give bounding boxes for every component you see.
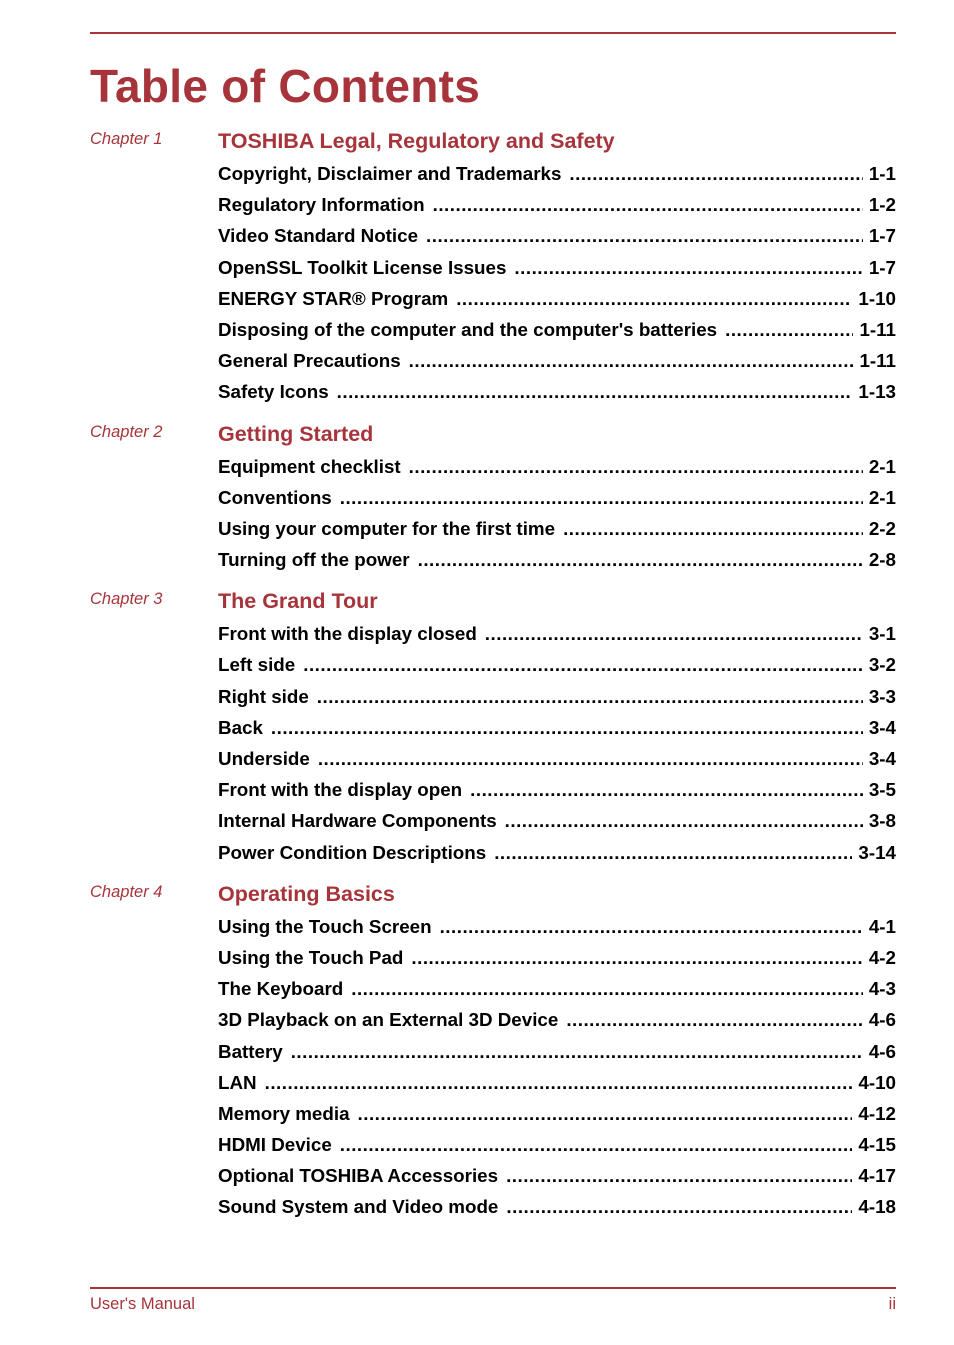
dot-leader <box>265 1067 853 1098</box>
toc-entry[interactable] <box>218 1129 896 1160</box>
dot-leader <box>426 220 863 251</box>
dot-leader <box>291 1036 863 1067</box>
toc-entry[interactable] <box>218 805 896 836</box>
toc-entry-title: LAN <box>218 1071 257 1093</box>
toc-entry-title: The Keyboard <box>218 978 344 1000</box>
chapter-entries <box>218 618 896 868</box>
toc-entry-page-number: 4-6 <box>868 1009 896 1031</box>
toc-entry[interactable] <box>218 618 896 649</box>
dot-leader <box>358 1098 853 1129</box>
dot-leader <box>318 743 863 774</box>
toc-entry-title: Right side <box>218 685 309 707</box>
toc-entry-page-number: 3-14 <box>858 841 896 863</box>
chapter-title-link[interactable]: Getting Started <box>218 421 374 446</box>
toc-entry-title: Using your computer for the first time <box>218 517 556 539</box>
chapter-label: Chapter 3 <box>90 590 163 609</box>
toc-entry-page-number: 4-17 <box>858 1165 896 1187</box>
toc-entry[interactable] <box>218 649 896 680</box>
toc-entry[interactable] <box>218 1067 896 1098</box>
toc-entry[interactable] <box>218 451 896 482</box>
footer-page-number: ii <box>888 1295 896 1313</box>
toc-entry-page-number: 4-18 <box>858 1196 896 1218</box>
toc-entry[interactable] <box>218 345 896 376</box>
toc-entry-page-number: 1-11 <box>859 318 896 340</box>
page-title: Table of Contents <box>90 60 481 112</box>
top-divider <box>90 32 896 34</box>
dot-leader <box>514 252 862 283</box>
toc-entry[interactable] <box>218 973 896 1004</box>
dot-leader <box>411 942 862 973</box>
chapter-entries <box>218 911 896 1223</box>
toc-entry-title: Conventions <box>218 486 332 508</box>
toc-entry-page-number: 4-2 <box>868 946 896 968</box>
toc-entry-title: Back <box>218 716 263 738</box>
toc-entry-page-number: 4-10 <box>858 1071 896 1093</box>
toc-entry-title: 3D Playback on an External 3D Device <box>218 1009 559 1031</box>
chapter-entries <box>218 158 896 408</box>
chapter-label: Chapter 1 <box>90 130 163 148</box>
toc-entry-page-number: 4-6 <box>868 1040 896 1062</box>
toc-entry-title: General Precautions <box>218 350 401 372</box>
toc-entry-title: Front with the display open <box>218 779 463 801</box>
toc-entry-page-number: 2-1 <box>868 455 896 477</box>
toc-entry[interactable] <box>218 1004 896 1035</box>
dot-leader <box>433 189 863 220</box>
dot-leader <box>409 451 863 482</box>
chapter-section <box>0 127 954 408</box>
toc-entry[interactable] <box>218 314 896 345</box>
footer-manual-name: User's Manual <box>90 1295 195 1313</box>
toc-entry-title: Using the Touch Pad <box>218 946 404 968</box>
toc-entry-title: Turning off the power <box>218 549 410 571</box>
dot-leader <box>337 376 853 407</box>
toc-entry-page-number: 4-12 <box>858 1102 896 1124</box>
dot-leader <box>317 681 863 712</box>
toc-entry[interactable] <box>218 544 896 575</box>
toc-entry-title: HDMI Device <box>218 1134 332 1156</box>
toc-entry-page-number: 3-1 <box>868 623 896 645</box>
toc-entry-title: Power Condition Descriptions <box>218 841 487 863</box>
chapter-title-link[interactable]: TOSHIBA Legal, Regulatory and Safety <box>218 129 615 153</box>
dot-leader <box>494 837 852 868</box>
toc-entry[interactable] <box>218 189 896 220</box>
dot-leader <box>456 283 852 314</box>
toc-entry[interactable] <box>218 837 896 868</box>
toc-entry[interactable] <box>218 158 896 189</box>
dot-leader <box>569 158 862 189</box>
chapter-section <box>0 880 954 1223</box>
toc-entry-page-number: 3-2 <box>868 654 896 676</box>
toc-entry-page-number: 2-1 <box>868 486 896 508</box>
toc-entry[interactable] <box>218 1191 896 1222</box>
toc-entry-title: Left side <box>218 654 296 676</box>
toc-entry[interactable] <box>218 743 896 774</box>
toc-entry[interactable] <box>218 911 896 942</box>
toc-entry-page-number: 3-8 <box>868 810 896 832</box>
toc-entry[interactable] <box>218 376 896 407</box>
dot-leader <box>303 649 863 680</box>
chapter-section <box>0 587 954 868</box>
toc-entry-page-number: 1-1 <box>868 163 896 184</box>
chapter-section <box>0 420 954 576</box>
toc-entry-title: Underside <box>218 748 310 769</box>
toc-entry-page-number: 1-13 <box>858 381 896 403</box>
toc-entry-title: Battery <box>218 1040 283 1062</box>
toc-entry[interactable] <box>218 513 896 544</box>
chapter-title-link[interactable]: Operating Basics <box>218 881 395 906</box>
toc-entry-title: OpenSSL Toolkit License Issues <box>218 256 507 278</box>
toc-entry-title: Video Standard Notice <box>218 225 419 247</box>
toc-entry[interactable] <box>218 1160 896 1191</box>
toc-entry-title: Copyright, Disclaimer and Trademarks <box>218 163 562 184</box>
toc-entry[interactable] <box>218 712 896 743</box>
toc-entry-page-number: 3-4 <box>868 716 896 738</box>
toc-entry[interactable] <box>218 1036 896 1067</box>
toc-entry-page-number: 1-7 <box>868 256 896 278</box>
chapter-label: Chapter 4 <box>90 882 163 901</box>
toc-entry[interactable] <box>218 252 896 283</box>
toc-entry[interactable] <box>218 774 896 805</box>
toc-entry-title: Disposing of the computer and the computer's batteries <box>218 318 718 340</box>
toc-entry[interactable] <box>218 482 896 513</box>
toc-entry-title: Safety Icons <box>218 381 329 403</box>
toc-entry-page-number: 1-2 <box>868 194 896 216</box>
toc-entry-page-number: 1-10 <box>858 287 896 309</box>
toc-entry-page-number: 3-5 <box>868 779 896 801</box>
dot-leader <box>506 1160 852 1191</box>
toc-entry-page-number: 4-3 <box>868 978 896 1000</box>
toc-entry-page-number: 4-1 <box>868 915 896 937</box>
dot-leader <box>485 618 863 649</box>
toc-entry-title: Regulatory Information <box>218 194 425 216</box>
toc-entry-page-number: 1-7 <box>868 225 896 247</box>
toc-entry[interactable] <box>218 681 896 712</box>
dot-leader <box>351 973 863 1004</box>
dot-leader <box>470 774 863 805</box>
toc-entry-page-number: 3-3 <box>868 685 896 707</box>
chapter-entries <box>218 451 896 576</box>
toc-entry-page-number: 3-4 <box>868 748 896 769</box>
toc-entry-title: Optional TOSHIBA Accessories <box>218 1165 499 1187</box>
dot-leader <box>506 1191 852 1222</box>
toc-entry-title: Internal Hardware Components <box>218 810 497 832</box>
dot-leader <box>340 1129 853 1160</box>
table-of-contents <box>0 127 954 1235</box>
dot-leader <box>271 712 863 743</box>
dot-leader <box>440 911 863 942</box>
bottom-divider <box>90 1287 896 1289</box>
toc-entry-title: ENERGY STAR® Program <box>218 287 449 309</box>
toc-entry[interactable] <box>218 1098 896 1129</box>
toc-entry-title: Memory media <box>218 1102 350 1124</box>
toc-entry-page-number: 1-11 <box>859 350 896 372</box>
dot-leader <box>418 544 863 575</box>
dot-leader <box>409 345 854 376</box>
toc-entry-title: Using the Touch Screen <box>218 915 432 937</box>
toc-entry-title: Front with the display closed <box>218 623 477 645</box>
dot-leader <box>566 1004 863 1035</box>
toc-entry-page-number: 2-8 <box>868 549 896 571</box>
toc-entry-page-number: 4-15 <box>858 1134 896 1156</box>
chapter-title-link[interactable]: The Grand Tour <box>218 589 378 614</box>
dot-leader <box>563 513 863 544</box>
dot-leader <box>505 805 863 836</box>
toc-entry-page-number: 2-2 <box>868 517 896 539</box>
toc-entry-title: Equipment checklist <box>218 455 401 477</box>
toc-entry[interactable] <box>218 220 896 251</box>
toc-entry[interactable] <box>218 942 896 973</box>
toc-entry[interactable] <box>218 283 896 314</box>
chapter-label: Chapter 2 <box>90 422 163 441</box>
dot-leader <box>725 314 853 345</box>
dot-leader <box>340 482 863 513</box>
toc-entry-title: Sound System and Video mode <box>218 1196 499 1218</box>
